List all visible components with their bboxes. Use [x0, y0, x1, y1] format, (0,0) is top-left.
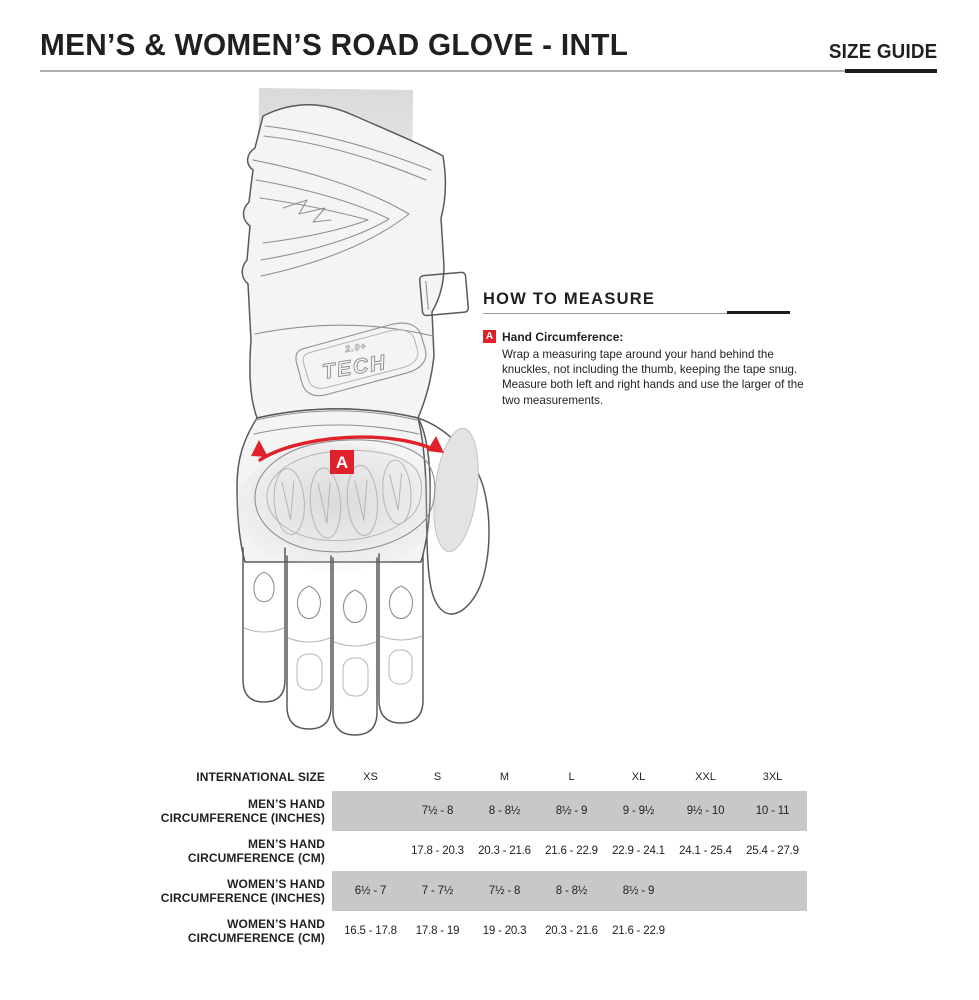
size-cell: 6½ - 7	[354, 885, 387, 897]
size-col-header: XL	[631, 771, 646, 783]
size-cell: 24.1 - 25.4	[679, 845, 732, 857]
size-col-header: S	[433, 771, 442, 783]
table-row	[0, 791, 979, 831]
size-table	[0, 763, 979, 951]
how-to-measure-rule-accent	[727, 311, 790, 314]
measure-arrow-right	[427, 436, 444, 453]
row-label: WOMEN’S HAND CIRCUMFERENCE (INCHES)	[160, 877, 325, 905]
size-table-body	[0, 791, 979, 951]
size-cell: 8 - 8½	[488, 805, 521, 817]
size-table-header-row	[0, 763, 979, 791]
measure-marker-letter: A	[335, 453, 349, 472]
size-cell: 7½ - 8	[488, 885, 521, 897]
row-label: MEN’S HAND CIRCUMFERENCE (INCHES)	[160, 797, 325, 825]
size-column-headers	[325, 771, 806, 783]
measure-marker-badge	[330, 450, 354, 474]
size-cell: 10 - 11	[755, 805, 790, 817]
page-title: MEN’S & WOMEN’S ROAD GLOVE - INTL	[40, 27, 629, 62]
size-table-header-label: INTERNATIONAL SIZE	[196, 770, 325, 784]
table-row	[0, 871, 979, 911]
size-cell: 21.6 - 22.9	[545, 845, 598, 857]
size-col-header: XS	[363, 771, 378, 783]
size-cell: 7 - 7½	[421, 885, 454, 897]
how-to-measure-heading: HOW TO MEASURE	[483, 289, 656, 308]
size-cell: 16.5 - 17.8	[344, 925, 397, 937]
size-cell: 8½ - 9	[555, 805, 588, 817]
measure-step-marker: A	[483, 330, 496, 343]
size-col-header: 3XL	[762, 771, 783, 783]
size-col-header: M	[499, 771, 510, 783]
size-cell: 25.4 - 27.9	[746, 845, 799, 857]
tech-logo-small-text: 2.0+	[344, 340, 368, 355]
row-label: WOMEN’S HAND CIRCUMFERENCE (CM)	[187, 917, 325, 945]
size-guide-label: SIZE GUIDE	[828, 41, 937, 63]
size-cell: 19 - 20.3	[482, 925, 527, 937]
fingers	[243, 548, 423, 735]
header-rule	[40, 70, 937, 72]
table-row	[0, 911, 979, 951]
size-cell: 9½ - 10	[686, 805, 725, 817]
tech-logo-text: TECH	[320, 350, 389, 384]
size-cell: 22.9 - 24.1	[612, 845, 665, 857]
size-cell: 21.6 - 22.9	[612, 925, 665, 937]
glove-illustration	[225, 88, 505, 748]
size-cell: 8 - 8½	[555, 885, 588, 897]
header-rule-accent	[845, 69, 937, 73]
size-cell: 20.3 - 21.6	[545, 925, 598, 937]
size-cell: 7½ - 8	[421, 805, 454, 817]
size-cell: 9 - 9½	[622, 805, 655, 817]
size-col-header: L	[568, 771, 575, 783]
measure-step-title: Hand Circumference:	[502, 330, 624, 344]
size-cell: 17.8 - 20.3	[411, 845, 464, 857]
size-cell: 17.8 - 19	[415, 925, 460, 937]
table-row	[0, 831, 979, 871]
size-cell: 20.3 - 21.6	[478, 845, 531, 857]
measure-step-body: Wrap a measuring tape around your hand behind the knuckles, not including the thumb, keeping the tape snug. Measure both left and right hands and use the larger of the two measurements.	[502, 348, 804, 407]
row-label: MEN’S HAND CIRCUMFERENCE (CM)	[187, 837, 325, 865]
size-col-header: XXL	[695, 771, 716, 783]
size-cell: 8½ - 9	[622, 885, 655, 897]
